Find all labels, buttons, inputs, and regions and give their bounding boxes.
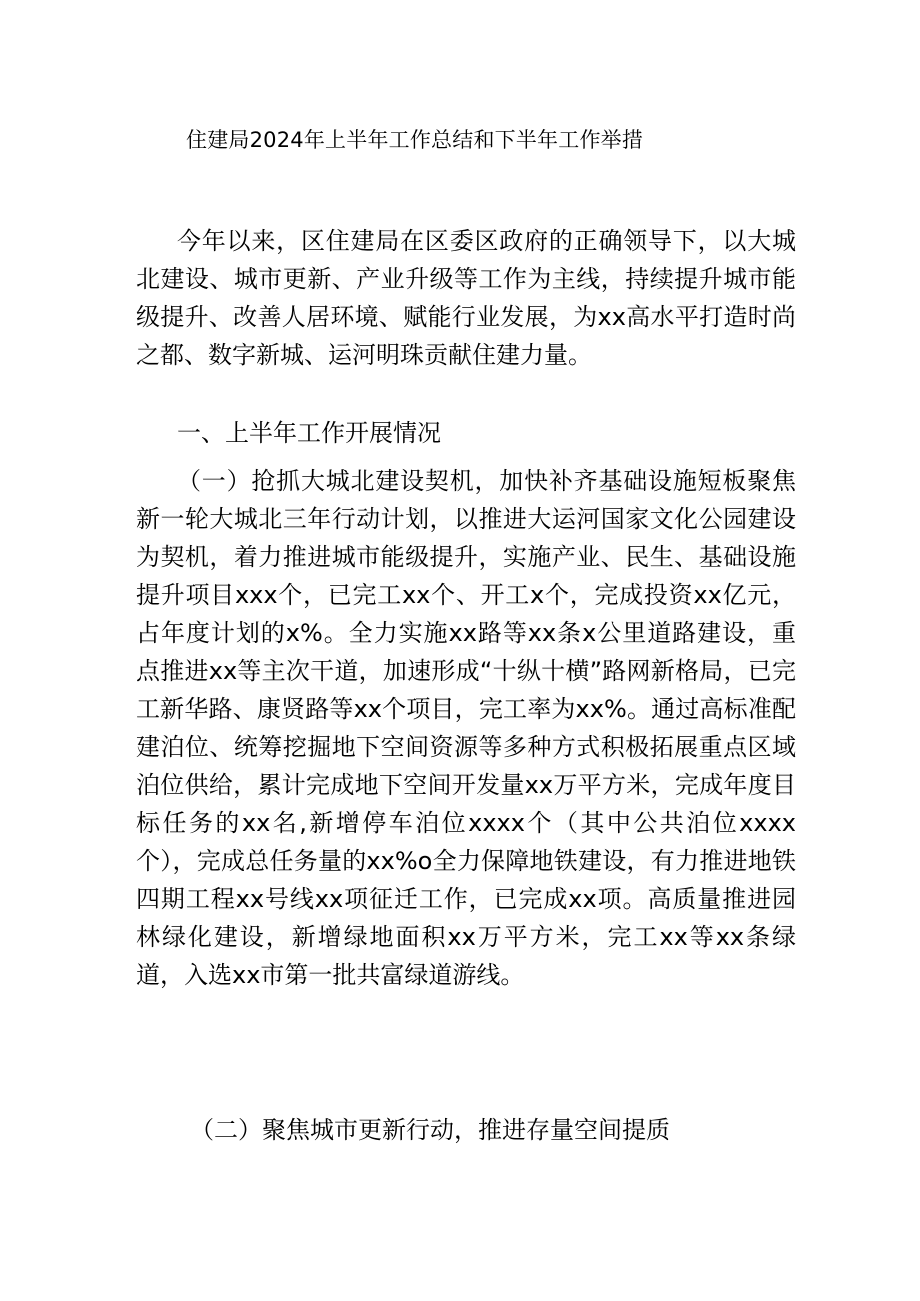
intro-paragraph: 今年以来，区住建局在区委区政府的正确领导下，以大城北建设、城市更新、产业升级等工作为主线，持续提升城市能级提升、改善人居环境、赋能行业发展，为xx高水平打造时尚之都、数字新城、运河明珠贡献住建力量。 [136,227,796,369]
document-title: 住建局2024年上半年工作总结和下半年工作举措 [186,128,644,152]
section-heading-1: 一、上半年工作开展情况 [177,419,441,447]
subsection-1-paragraph: （一）抢抓大城北建设契机，加快补齐基础设施短板聚焦新一轮大城北三年行动计划，以推进大运河国家文化公园建设为契机，着力推进城市能级提升，实施产业、民生、基础设施提升项目xxx个，已完工xx个、开工x个，完成投资xx亿元，占年度计划的x%。全力实施xx路等xx条x公里道路建设，重点推进xx等主次干道，加速形成“十纵十横”路网新格局，已完工新华路、康贤路等xx个项目，完工率为xx%。通过高标准配建泊位、统筹挖掘地下空间资源等多种方式积极拓展重点区域泊位供给，累计完成地下空间开发量xx万平方米，完成年度目标任务的xx名,新增停车泊位xxxx个（其中公共泊位xxxx个），完成总任务量的xx%o全力保障地铁建设，有力推进地铁四期工程xx号线xx项征迁工作，已完成xx项。高质量推进园林绿化建设，新增绿地面积xx万平方米，完工xx等xx条绿道，入选xx市第一批共富绿道游线。 [136,467,796,989]
subsection-heading-2: （二）聚焦城市更新行动，推进存量空间提质 [190,1116,670,1144]
